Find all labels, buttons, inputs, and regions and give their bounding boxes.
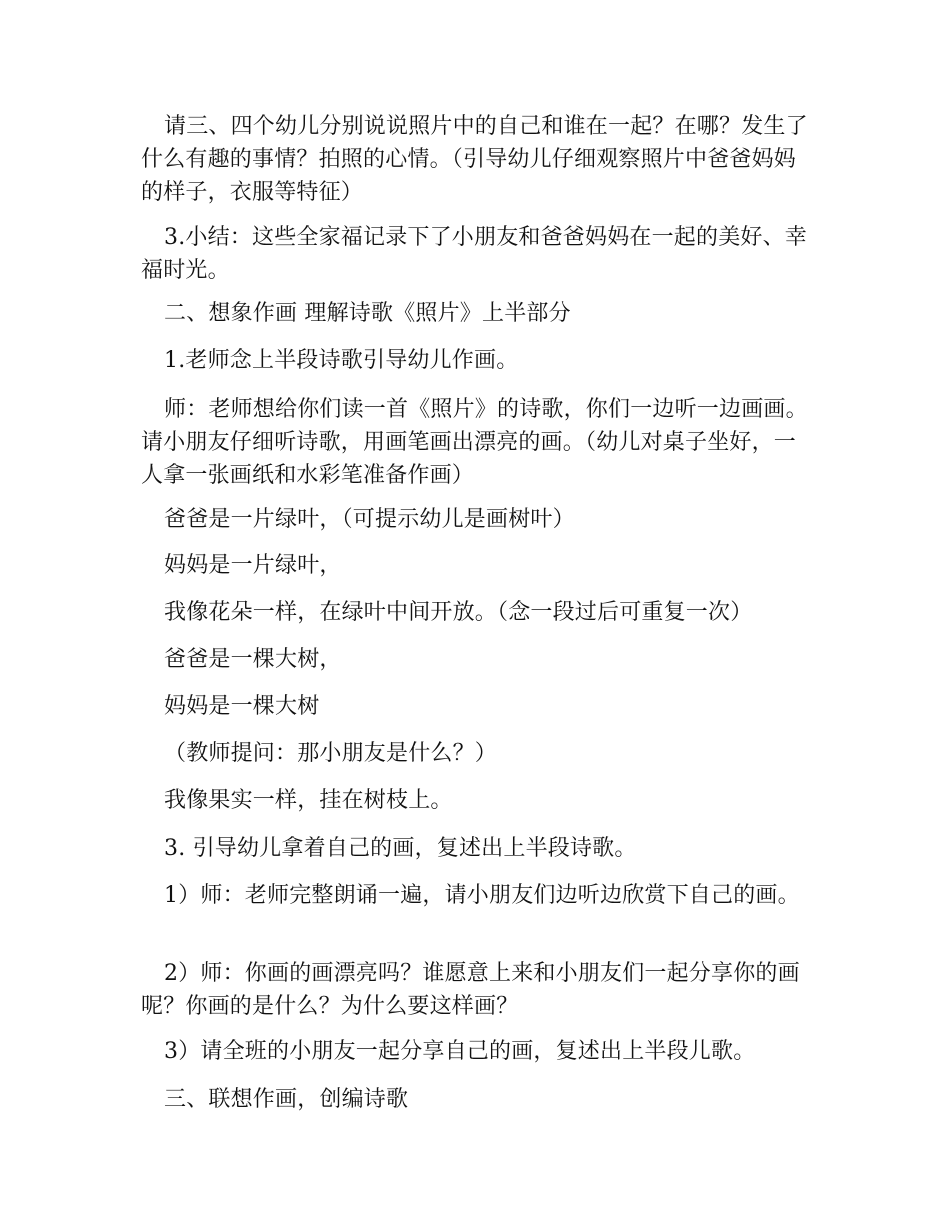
paragraph-step-1: 1.老师念上半段诗歌引导幼儿作画。 xyxy=(164,348,519,373)
paragraph-teacher-instruction: 师：老师想给你们读一首《照片》的诗歌，你们一边听一边画画。请小朋友仔细听诗歌，用画笔画出漂亮的画。（幼儿对桌子坐好，一人拿一张画纸和水彩笔准备作画） xyxy=(141,397,808,488)
poem-line-4: 爸爸是一棵大树， xyxy=(164,647,342,672)
paragraph-photo-discussion: 请三、四个幼儿分别说说照片中的自己和谁在一起？在哪？发生了什么有趣的事情？拍照的心情。（引导幼儿仔细观察照片中爸爸妈妈的样子，衣服等特征） xyxy=(141,114,808,205)
poem-line-3: 我像花朵一样，在绿叶中间开放。（念一段过后可重复一次） xyxy=(164,600,753,625)
poem-line-2: 妈妈是一片绿叶， xyxy=(164,553,342,578)
teacher-question: （教师提问：那小朋友是什么？） xyxy=(164,741,498,766)
paragraph-step-3: 3. 引导幼儿拿着自己的画，复述出上半段诗歌。 xyxy=(164,836,637,861)
paragraph-substep-3: 3）请全班的小朋友一起分享自己的画，复述出上半段儿歌。 xyxy=(164,1039,756,1064)
section-heading-2: 二、想象作画 理解诗歌《照片》上半部分 xyxy=(164,301,571,326)
poem-line-6: 我像果实一样，挂在树枝上。 xyxy=(164,788,453,813)
poem-line-1: 爸爸是一片绿叶，（可提示幼儿是画树叶） xyxy=(164,507,575,532)
paragraph-substep-2: 2）师：你画的画漂亮吗？谁愿意上来和小朋友们一起分享你的画呢？你画的是什么？为什么要这样画？ xyxy=(141,961,800,1019)
paragraph-substep-1: 1）师：老师完整朗诵一遍，请小朋友们边听边欣赏下自己的画。 xyxy=(164,883,800,908)
poem-line-5: 妈妈是一棵大树 xyxy=(164,694,320,719)
section-heading-3: 三、联想作画，创编诗歌 xyxy=(164,1087,409,1112)
paragraph-summary: 3.小结：这些全家福记录下了小朋友和爸爸妈妈在一起的美好、幸福时光。 xyxy=(141,225,807,283)
